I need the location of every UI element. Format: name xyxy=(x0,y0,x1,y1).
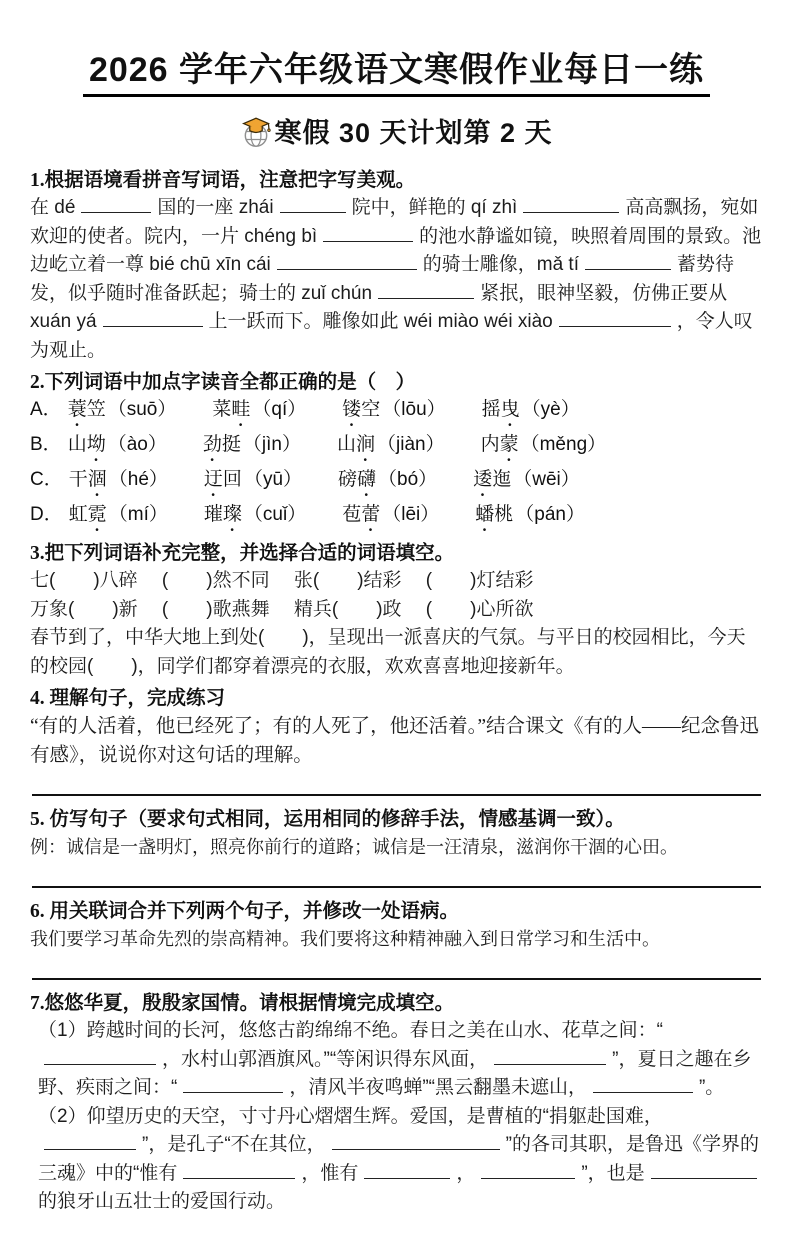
fill-blank xyxy=(277,254,417,270)
q1-header: 1.根据语境看拼音写词语，注意把字写美观。 xyxy=(30,170,416,191)
pinyin: （lēi） xyxy=(382,504,440,525)
word-text: 空 xyxy=(361,399,381,420)
pinyin: （měng） xyxy=(520,434,607,455)
dotted-char: 劲 xyxy=(202,434,222,455)
q1-text: 高高飘扬，宛如欢迎的使者。院内，一片 chéng bì xyxy=(30,197,759,247)
q7-text: ”。 xyxy=(698,1077,725,1098)
word-text: 迤 xyxy=(492,469,512,490)
word-item xyxy=(212,399,306,420)
word-item xyxy=(68,399,177,420)
dotted-char: 镂 xyxy=(342,399,362,420)
pinyin: （bó） xyxy=(378,469,438,490)
fill-blank xyxy=(378,282,474,298)
q7-text: ， xyxy=(456,1162,476,1184)
q6-body: 我们要学习革命先烈的崇高精神。我们要将这种精神融入到日常学习和生活中。 xyxy=(30,929,660,949)
pinyin: （wēi） xyxy=(513,469,580,490)
fill-blank xyxy=(44,1134,136,1150)
fill-blank xyxy=(585,254,671,270)
page-title xyxy=(30,42,763,97)
q1-text: 上一跃而下。雕像如此 wéi miào wéi xiào xyxy=(208,311,553,332)
fill-blank xyxy=(559,311,671,327)
scholar-cap-globe-icon xyxy=(240,116,272,155)
dotted-char: 蟠 xyxy=(475,504,495,525)
dotted-char: 蒙 xyxy=(499,434,519,455)
q4-body: “有的人活着，他已经死了；有的人死了，他还活着。”结合课文《有的人——纪念鲁迅有感》，说说你对这句话的理解。 xyxy=(30,716,760,766)
word-text: 桃 xyxy=(494,504,514,525)
word-text: 山 xyxy=(336,434,356,455)
pinyin: （cuǐ） xyxy=(243,504,307,525)
page-subtitle-text: 寒假 30 天计划第 2 天 xyxy=(274,118,553,148)
fill-blank xyxy=(44,1048,156,1064)
fill-blank xyxy=(364,1162,450,1178)
word-item xyxy=(69,469,168,490)
word-item xyxy=(338,469,437,490)
word-text: 璀 xyxy=(203,504,223,525)
fill-blank xyxy=(280,197,346,213)
q1-text: 的骑士雕像，mǎ tí xyxy=(422,254,579,275)
q5-example: 例：诚信是一盏明灯，照亮你前行的道路；诚信是一汪清泉，滋润你干涸的心田。 xyxy=(30,837,678,857)
pinyin: （pán） xyxy=(515,504,585,525)
page-subtitle xyxy=(30,111,763,155)
dotted-char: 畦 xyxy=(231,399,251,420)
q1-text: 紧抿，眼神坚毅，仿佛正要从 xuán yá xyxy=(30,282,728,332)
fill-blank xyxy=(523,197,619,213)
fill-blank xyxy=(323,225,413,241)
q7-text: （1）跨越时间的长河，悠悠古韵绵绵不绝。春日之美在山水、花草之间：“ xyxy=(38,1020,663,1041)
pinyin: （yè） xyxy=(521,399,580,420)
pinyin: （hé） xyxy=(108,469,168,490)
fill-blank xyxy=(183,1077,283,1093)
word-text: 回 xyxy=(222,469,242,490)
q6-header: 6. 用关联词合并下列两个句子，并修改一处语病。 xyxy=(30,901,460,922)
dotted-char: 璨 xyxy=(222,504,242,525)
word-item xyxy=(473,469,580,490)
q7-text: ”，是孔子“不在其位， xyxy=(142,1134,326,1155)
word-item xyxy=(204,504,306,525)
spacer xyxy=(30,954,763,978)
pinyin: （jìn） xyxy=(242,434,301,455)
spacer xyxy=(30,980,763,986)
word-item xyxy=(342,504,439,525)
word-item xyxy=(481,434,607,455)
word-item xyxy=(68,434,167,455)
q3-paragraph: 春节到了，中华大地上到处( )，呈现出一派喜庆的气氛。与平日的校园相比，今天的校园( )，同学们都穿着漂亮的衣服，欢欢喜喜地迎接新年。 xyxy=(30,627,746,677)
q1-text: 在 dé xyxy=(30,197,76,218)
pinyin: （lōu） xyxy=(382,399,446,420)
word-text: 摇 xyxy=(481,399,501,420)
fill-blank xyxy=(481,1162,575,1178)
q1-text: 的池水静谧如镜，映照着周围的景致。池边屹立着一尊 bié chū xīn cái xyxy=(30,225,762,275)
q3-word-row-2: 万象( )新 ( )歌燕舞 精兵( )政 ( )心所欲 xyxy=(30,598,534,620)
q5-header: 5. 仿写句子（要求句式相同，运用相同的修辞手法，情感基调一致）。 xyxy=(30,809,625,830)
fill-blank xyxy=(494,1048,606,1064)
word-text: 山 xyxy=(67,434,87,455)
word-text: 菜 xyxy=(212,399,232,420)
q7-text: ”的各司其职，是鲁迅《学界的三魂》中的“惟有 xyxy=(38,1134,759,1184)
fill-blank xyxy=(593,1077,693,1093)
word-text: 干 xyxy=(68,469,88,490)
q1-text: 院中，鲜艳的 qí zhì xyxy=(351,197,518,218)
word-item xyxy=(475,504,585,525)
pinyin: （qí） xyxy=(252,399,307,420)
q2-header: 2.下列词语中加点字读音全都正确的是（ ） xyxy=(30,372,416,393)
spacer xyxy=(30,796,763,802)
q2-option-d xyxy=(30,501,763,536)
q2-option-a xyxy=(30,396,763,431)
word-text: 挺 xyxy=(221,434,241,455)
q1-text: 国的一座 zhái xyxy=(157,197,274,218)
option-letter: C． xyxy=(30,469,63,490)
q7-text: 的狼牙山五壮士的爱国行动。 xyxy=(38,1191,286,1212)
dotted-char: 迂 xyxy=(203,469,223,490)
dotted-char: 坳 xyxy=(86,434,106,455)
dotted-char: 涧 xyxy=(355,434,375,455)
q7-text: ，惟有 xyxy=(301,1162,359,1184)
q1-passage xyxy=(30,194,763,365)
word-text: 苞 xyxy=(342,504,362,525)
dotted-char: 逶 xyxy=(473,469,493,490)
pinyin: （ào） xyxy=(107,434,167,455)
spacer xyxy=(30,888,763,894)
pinyin: （yū） xyxy=(243,469,303,490)
q1-text: ，令人叹为观止。 xyxy=(30,311,753,361)
q2-option-c xyxy=(30,466,763,501)
q3-word-row-1: 七( )八碎 ( )然不同 张( )结彩 ( )灯结彩 xyxy=(30,570,534,591)
fill-blank xyxy=(103,311,203,327)
q7-text: ”，也是 xyxy=(581,1162,645,1184)
pinyin: （suō） xyxy=(107,399,177,420)
word-text: 磅 xyxy=(338,469,358,490)
fill-blank xyxy=(651,1162,757,1178)
word-item xyxy=(69,504,168,525)
pinyin: （mí） xyxy=(108,504,168,525)
page-title-text: 2026 学年六年级语文寒假作业每日一练 xyxy=(83,42,710,97)
fill-blank xyxy=(81,197,151,213)
pinyin: （jiàn） xyxy=(377,434,445,455)
q7-text: （2）仰望历史的天空，寸寸丹心熠熠生辉。爱国，是曹植的“捐躯赴国难， xyxy=(38,1105,663,1127)
q3-header: 3.把下列词语补充完整，并选择合适的词语填空。 xyxy=(30,543,455,564)
word-text: 虹 xyxy=(68,504,88,525)
q2-option-b xyxy=(30,431,763,466)
dotted-char: 蓑 xyxy=(67,399,87,420)
option-letter: A． xyxy=(30,399,62,420)
dotted-char: 曳 xyxy=(500,399,520,420)
dotted-char: 礴 xyxy=(357,469,377,490)
fill-blank xyxy=(332,1134,500,1150)
dotted-char: 涸 xyxy=(87,469,107,490)
word-item xyxy=(204,469,302,490)
spacer xyxy=(30,770,763,794)
q4-header: 4. 理解句子，完成练习 xyxy=(30,688,226,709)
q1-text: 蓄势待发，似乎随时准备跃起；骑士的 zuǐ chún xyxy=(30,254,734,304)
word-text: 内 xyxy=(480,434,500,455)
q7-text: ”，夏日之趣在乡野、疾雨之间：“ xyxy=(38,1048,752,1098)
dotted-char: 霓 xyxy=(87,504,107,525)
option-letter: B． xyxy=(30,434,62,455)
word-item xyxy=(203,434,301,455)
fill-blank xyxy=(183,1162,295,1178)
q7-header: 7.悠悠华夏，殷殷家国情。请根据情境完成填空。 xyxy=(30,993,455,1014)
word-text: 笠 xyxy=(86,399,106,420)
q7-text: ，水村山郭酒旗风。”“等闲识得东风面， xyxy=(162,1048,489,1070)
word-item xyxy=(342,399,445,420)
q7-part1 xyxy=(30,1017,763,1103)
option-letter: D． xyxy=(30,504,63,525)
q7-text: ，清风半夜鸣蝉”“黑云翻墨未遮山， xyxy=(289,1077,587,1098)
dotted-char: 蕾 xyxy=(361,504,381,525)
word-item xyxy=(482,399,580,420)
q7-part2 xyxy=(30,1103,763,1217)
spacer xyxy=(30,862,763,886)
word-item xyxy=(337,434,445,455)
